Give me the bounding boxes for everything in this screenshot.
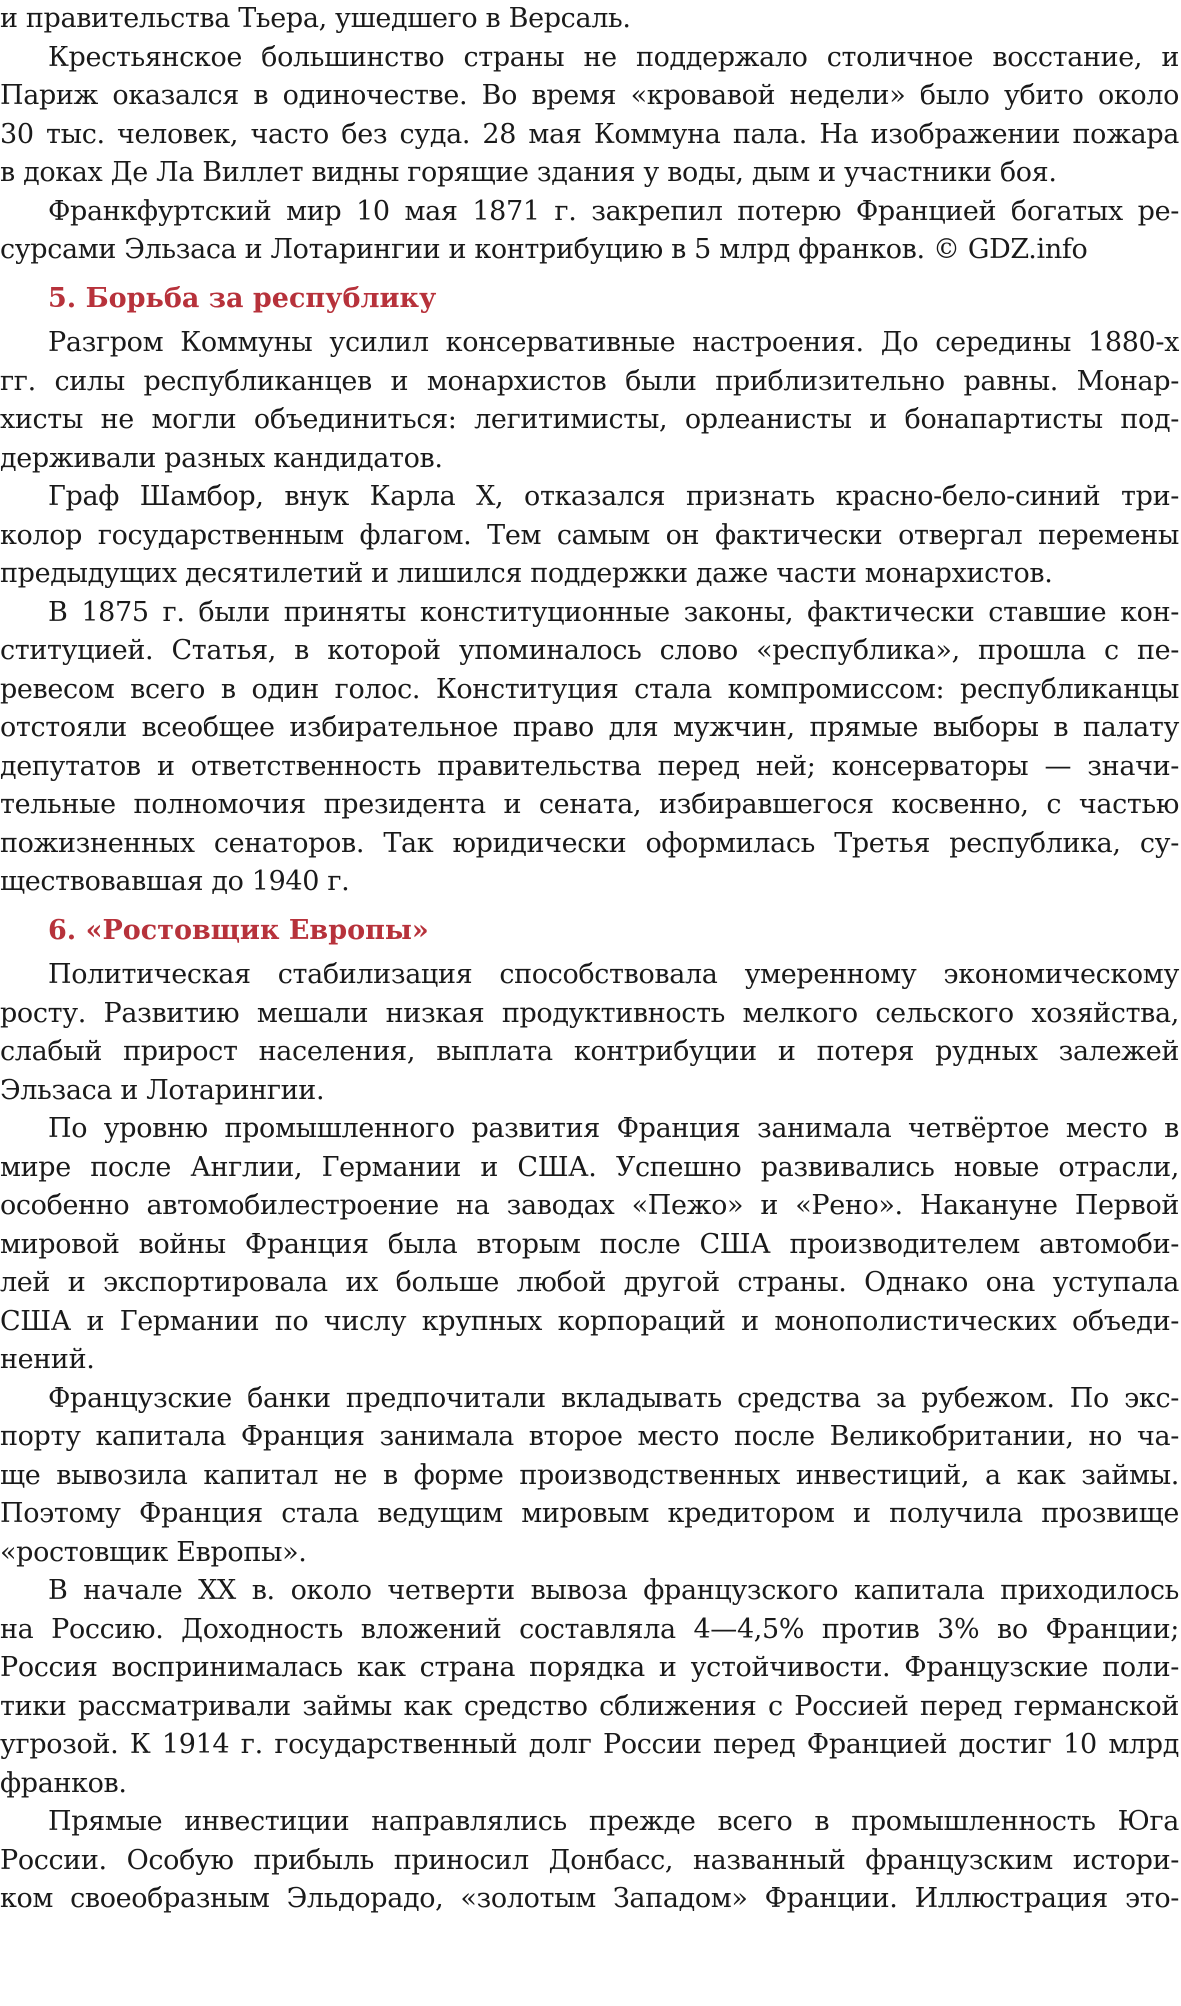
text-line: хисты не могли объединиться: легитимисты, орлеанисты и бонапартисты под- — [0, 404, 1179, 435]
paragraph — [0, 956, 1179, 1110]
text-line: тики рассматривали займы как средство сближения с Россией перед германской — [0, 1690, 1179, 1722]
paragraph — [0, 1803, 1179, 1919]
text-line: мировой войны Франция была вторым после США производителем автомоби- — [0, 1228, 1179, 1260]
text-line: нений. — [0, 1344, 95, 1375]
paragraph — [0, 478, 1179, 594]
text-line: Французские банки предпочитали вкладывать средства за рубежом. По экс- — [48, 1382, 1179, 1414]
text-line: Эльзаса и Лотарингии. — [0, 1074, 325, 1106]
paragraph — [0, 193, 1179, 270]
text-line: пожизненных сенаторов. Так юридически оформилась Третья республика, су- — [0, 827, 1179, 859]
text-line: гг. силы республиканцев и монархистов были приблизительно равны. Монар- — [0, 365, 1179, 397]
text-line: 30 тыс. человек, часто без суда. 28 мая Коммуна пала. На изображении пожара — [0, 118, 1179, 150]
text-line: росту. Развитию мешали низкая продуктивность мелкого сельского хозяйства, — [0, 997, 1179, 1029]
paragraph — [0, 0, 1179, 39]
text-line: Разгром Коммуны усилил консервативные настроения. До середины 1880-х — [48, 327, 1179, 358]
text-line: лей и экспортировала их больше любой другой страны. Однако она уступала — [0, 1267, 1179, 1298]
text-line: Граф Шамбор, внук Карла X, отказался признать красно-бело-синий три- — [48, 481, 1179, 512]
text-line: особенно автомобилестроение на заводах «Пежо» и «Рено». Накануне Первой — [0, 1190, 1179, 1221]
section-heading: 6. «Ростовщик Европы» — [48, 914, 429, 946]
text-line: и правительства Тьера, ушедшего в Версаль. — [0, 3, 631, 34]
text-line: Поэтому Франция стала ведущим мировым кредитором и получила прозвище — [0, 1498, 1179, 1529]
text-line: По уровню промышленного развития Франция занимала четвёртое место в — [48, 1113, 1179, 1144]
paragraph — [0, 1572, 1179, 1803]
text-line: Россия воспринималась как страна порядка и устойчивости. Французские поли- — [0, 1652, 1179, 1683]
text-line: колор государственным флагом. Тем самым он фактически отвергал перемены — [0, 519, 1179, 551]
text-line: франков. — [0, 1767, 127, 1799]
text-line: держивали разных кандидатов. — [0, 442, 443, 474]
paragraph — [0, 324, 1179, 478]
text-line: слабый прирост населения, выплата контрибуции и потеря рудных залежей — [0, 1036, 1179, 1067]
text-line: ком своеобразным Эльдорадо, «золотым Западом» Франции. Иллюстрация это- — [0, 1883, 1179, 1914]
text-line: мире после Англии, Германии и США. Успешно развивались новые отрасли, — [0, 1151, 1179, 1183]
text-line: «ростовщик Европы». — [0, 1536, 307, 1568]
text-line: сурсами Эльзаса и Лотарингии и контрибуцию в 5 млрд франков. © GDZ.info — [0, 234, 1088, 265]
text-line: Франкфуртский мир 10 мая 1871 г. закрепил потерю Францией богатых ре- — [48, 195, 1179, 227]
text-line: В начале XX в. около четверти вывоза французского капитала приходилось — [48, 1575, 1179, 1606]
text-line: на Россию. Доходность вложений составляла 4—4,5% против 3% во Франции; — [0, 1613, 1179, 1645]
paragraph — [0, 594, 1179, 902]
text-line: Прямые инвестиции направлялись прежде всего в промышленность Юга — [48, 1806, 1179, 1837]
text-line: тельные полномочия президента и сената, избиравшегося косвенно, с частью — [0, 789, 1179, 820]
text-line: Крестьянское большинство страны не поддержало столичное восстание, и — [48, 41, 1179, 73]
text-line: России. Особую прибыль приносил Донбасс, названный французским истори- — [0, 1844, 1179, 1876]
text-line: Политическая стабилизация способствовала умеренному экономическому — [48, 959, 1179, 990]
text-line: отстояли всеобщее избирательное право для мужчин, прямые выборы в палату — [0, 712, 1179, 743]
section-heading: 5. Борьба за республику — [48, 282, 437, 314]
text-line: США и Германии по числу крупных корпораций и монополистических объеди- — [0, 1305, 1179, 1337]
paragraph — [0, 1380, 1179, 1573]
text-line: ревесом всего в один голос. Конституция стала компромиссом: республиканцы — [0, 673, 1179, 705]
text-line: в доках Де Ла Виллет видны горящие здания у воды, дым и участники боя. — [0, 157, 1057, 188]
text-line: ституцией. Статья, в которой упоминалось слово «республика», прошла с пе- — [0, 635, 1179, 666]
paragraph — [0, 1110, 1179, 1380]
text-line: В 1875 г. были приняты конституционные законы, фактически ставшие кон- — [48, 596, 1179, 628]
text-line: порту капитала Франция занимала второе место после Великобритании, но ча- — [0, 1421, 1179, 1452]
paragraph — [0, 39, 1179, 193]
text-line: ще вывозила капитал не в форме производственных инвестиций, а как займы. — [0, 1459, 1179, 1491]
text-line: предыдущих десятилетий и лишился поддержки даже части монархистов. — [0, 558, 1053, 589]
text-line: ществовавшая до 1940 г. — [0, 866, 350, 897]
text-line: депутатов и ответственность правительства перед ней; консерваторы — значи- — [0, 750, 1179, 782]
text-line: Париж оказался в одиночестве. Во время «кровавой недели» было убито около — [0, 80, 1179, 111]
text-line: угрозой. К 1914 г. государственный долг России перед Францией достиг 10 млрд — [0, 1729, 1179, 1760]
